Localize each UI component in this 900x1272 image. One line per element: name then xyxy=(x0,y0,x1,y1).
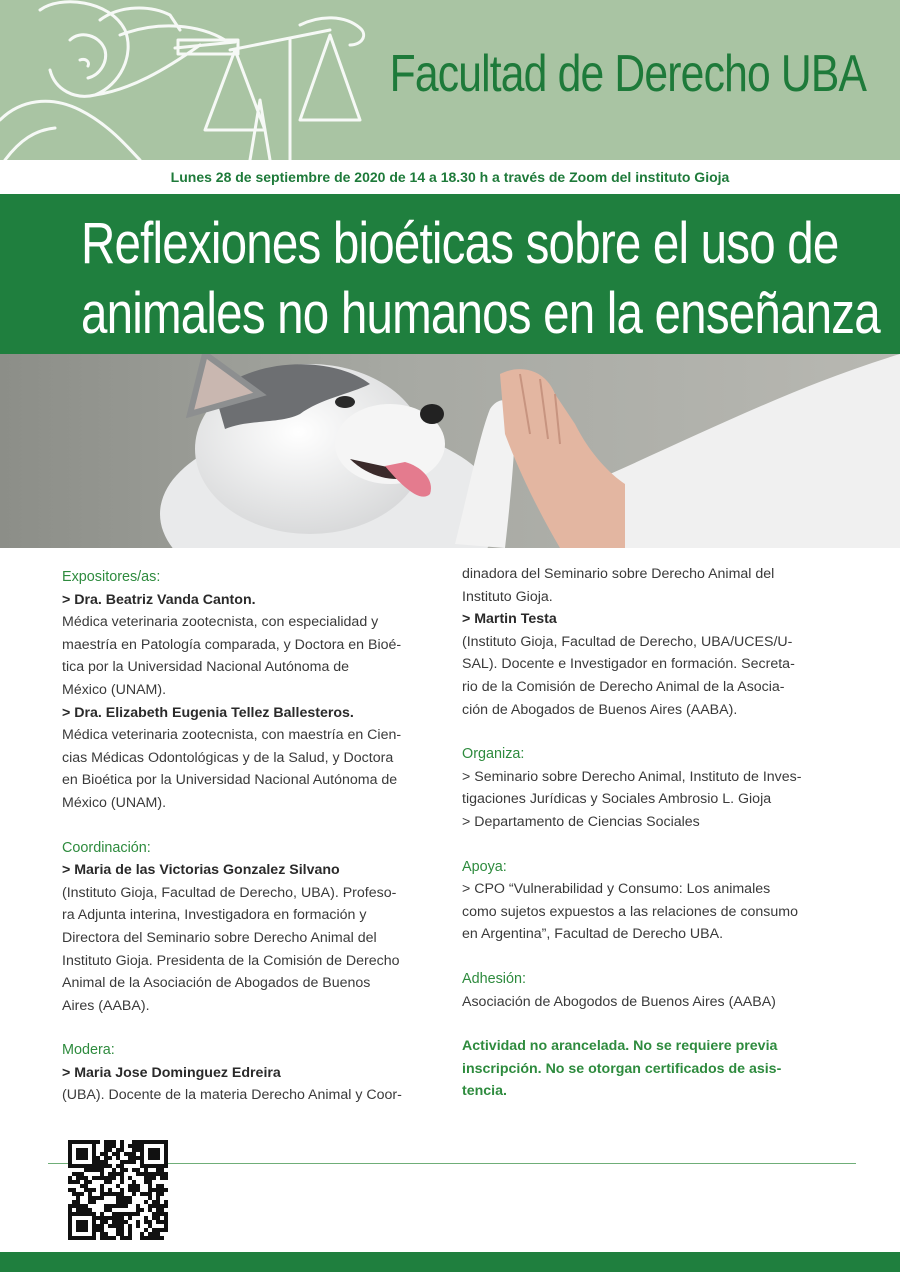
justice-scales-woman-illustration-icon xyxy=(0,0,420,160)
coordinator-bio-line: Aires (AABA). xyxy=(62,997,150,1014)
right-column xyxy=(462,563,846,1103)
qr-code-icon[interactable] xyxy=(68,1140,168,1240)
apoya-heading: Apoya: xyxy=(462,858,507,875)
moderator-2-bio-line: ción de Abogados de Buenos Aires (AABA). xyxy=(462,701,738,718)
speaker-1-bio-line: maestría en Patología comparada, y Doctora en Bioé- xyxy=(62,636,402,653)
speaker-2-bio-line: México (UNAM). xyxy=(62,794,167,811)
speaker-2-bio-line: Médica veterinaria zootecnista, con maestría en Cien- xyxy=(62,727,402,744)
speaker-2-bio-line: en Bioética por la Universidad Nacional Autónoma de xyxy=(62,772,398,789)
moderator-2-name: > Martin Testa xyxy=(462,611,557,628)
coordinator-bio-line: Animal de la Asociación de Abogados de Buenos xyxy=(62,975,371,992)
speaker-1-bio-line: tica por la Universidad Nacional Autónoma de xyxy=(62,659,350,676)
footer-bar xyxy=(0,1252,900,1272)
organiza-line: > Seminario sobre Derecho Animal, Instituto de Inves- xyxy=(462,768,802,785)
footer-divider xyxy=(48,1163,856,1164)
coordinator-bio-line: Instituto Gioja. Presidenta de la Comisión de Derecho xyxy=(62,952,400,969)
adhesion-line: Asociación de Abogodos de Buenos Aires (AABA) xyxy=(462,993,776,1010)
expositores-heading: Expositores/as: xyxy=(62,569,161,585)
moderator-1-bio-cont-line: dinadora del Seminario sobre Derecho Animal del xyxy=(462,566,775,582)
coordinator-bio-line: (Instituto Gioja, Facultad de Derecho, UBA). Profeso- xyxy=(62,884,397,901)
event-date-line: Lunes 28 de septiembre de 2020 de 14 a 18.30 h a través de Zoom del instituto Gioja xyxy=(170,169,730,185)
event-title-line-2: animales no humanos en la enseñanza xyxy=(81,281,880,346)
coordinator-bio-line: Directora del Seminario sobre Derecho Animal del xyxy=(62,929,377,946)
faculty-name: Facultad de Derecho UBA xyxy=(389,45,866,103)
notice-line: inscripción. No se otorgan certificados de asis- xyxy=(462,1060,782,1077)
coordinator-name: > Maria de las Victorias Gonzalez Silvano xyxy=(62,862,340,879)
organiza-line: tigaciones Jurídicas y Sociales Ambrosio L. Gioja xyxy=(462,791,772,808)
moderator-2-bio-line: rio de la Comisión de Derecho Animal de la Asocia- xyxy=(462,678,785,695)
speaker-1-bio-line: México (UNAM). xyxy=(62,681,167,698)
husky-puppy-high-five-photo-icon xyxy=(0,354,900,548)
organiza-heading: Organiza: xyxy=(462,746,525,763)
moderator-2-bio-line: (Instituto Gioja, Facultad de Derecho, UBA/UCES/U- xyxy=(462,633,793,650)
coordinacion-heading: Coordinación: xyxy=(62,839,151,856)
event-title-line-1: Reflexiones bioéticas sobre el uso de xyxy=(81,211,839,276)
speaker-2-bio-line: cias Médicas Odontológicas y de la Salud, y Doctora xyxy=(62,749,394,766)
modera-heading: Modera: xyxy=(62,1042,115,1059)
notice-line: Actividad no arancelada. No se requiere previa xyxy=(462,1038,778,1055)
left-column xyxy=(62,566,440,1107)
coordinator-bio-line: ra Adjunta interina, Investigadora en formación y xyxy=(62,907,367,924)
moderator-1-name: > Maria Jose Dominguez Edreira xyxy=(62,1064,281,1081)
speaker-2-name: > Dra. Elizabeth Eugenia Tellez Ballesteros. xyxy=(62,704,354,721)
header-banner xyxy=(0,0,900,160)
apoya-line: en Argentina”, Facultad de Derecho UBA. xyxy=(462,926,724,943)
event-photo xyxy=(0,354,900,548)
adhesion-heading: Adhesión: xyxy=(462,970,527,987)
moderator-2-bio-line: SAL). Docente e Investigador en formación. Secreta- xyxy=(462,656,795,673)
moderator-1-bio-line: (UBA). Docente de la materia Derecho Animal y Coor- xyxy=(62,1087,402,1104)
organiza-line: > Departamento de Ciencias Sociales xyxy=(462,813,700,830)
speaker-1-name: > Dra. Beatriz Vanda Canton. xyxy=(62,591,256,608)
speaker-1-bio-line: Médica veterinaria zootecnista, con especialidad y xyxy=(62,614,379,631)
apoya-line: como sujetos expuestos a las relaciones de consumo xyxy=(462,903,798,920)
moderator-1-bio-cont-line: Instituto Gioja. xyxy=(462,588,553,605)
qr-code-graphic xyxy=(68,1140,168,1240)
title-band xyxy=(0,194,900,354)
notice-line: tencia. xyxy=(462,1083,507,1100)
apoya-line: > CPO “Vulnerabilidad y Consumo: Los animales xyxy=(462,881,771,898)
